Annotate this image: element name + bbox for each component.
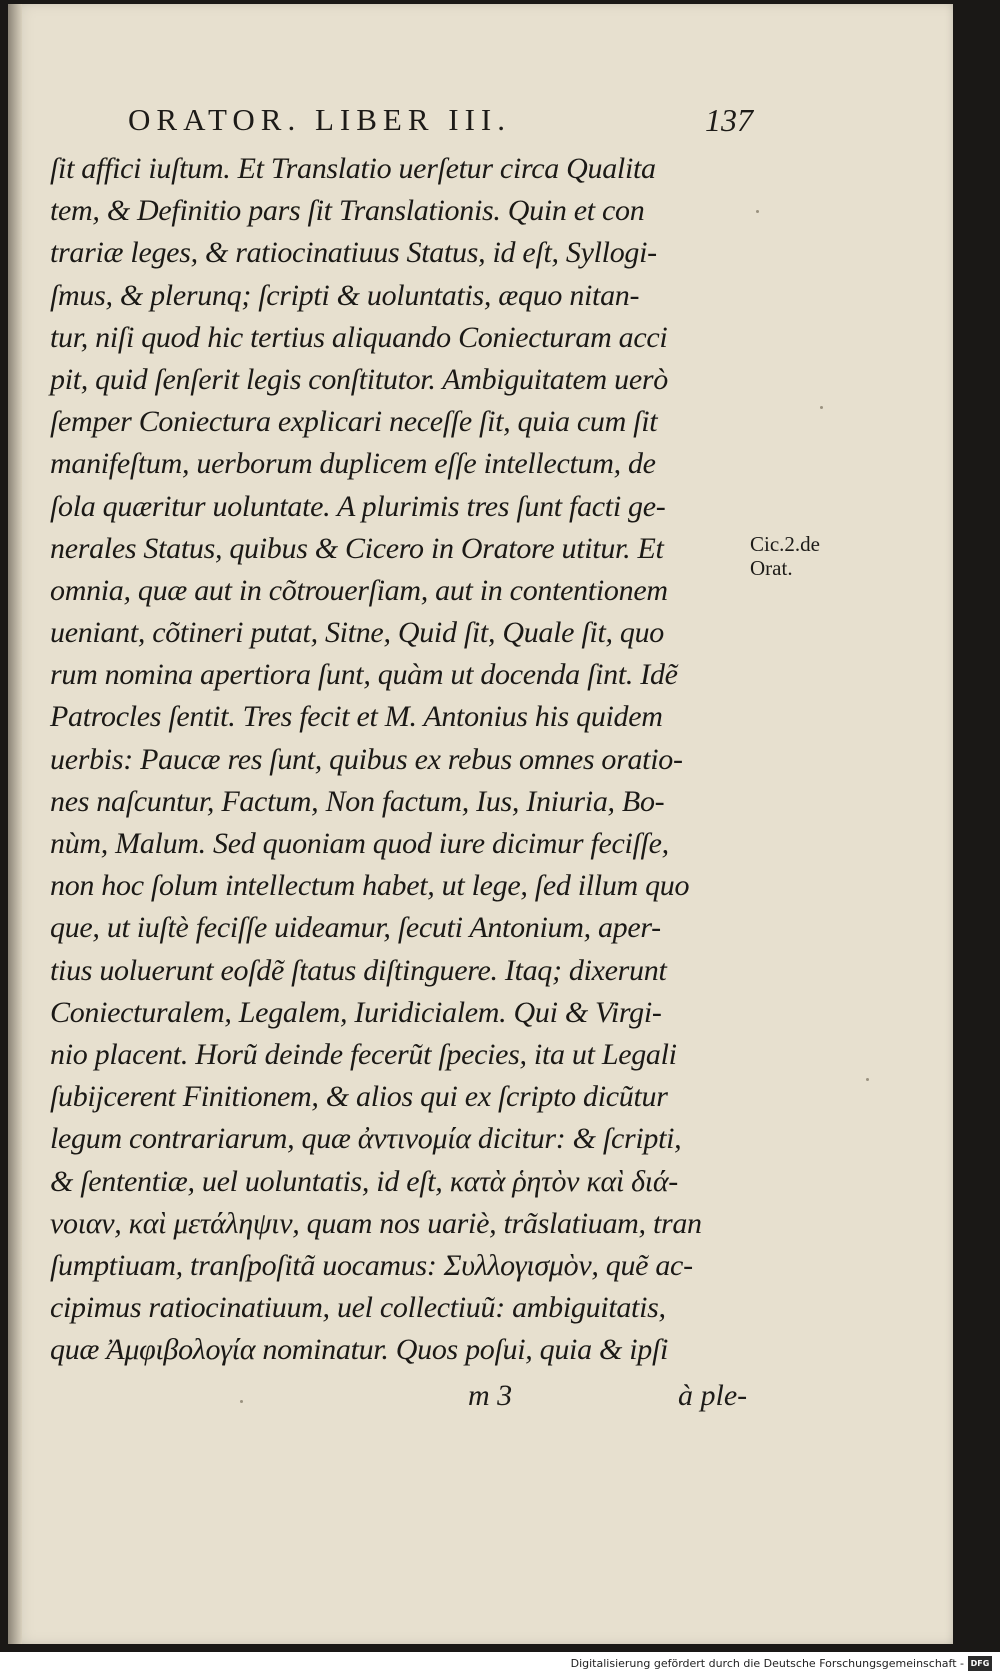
text-line: que, ut iuſtè feciſſe uideamur, ſecuti Antonium, aper- <box>50 911 661 945</box>
text-line: ſola quæritur uoluntate. A plurimis tres ſunt facti ge- <box>50 489 666 523</box>
text-line: legum contrariarum, quæ ἀντινομία dicitur: & ſcripti, <box>50 1122 682 1156</box>
paper-speck <box>866 1078 869 1081</box>
text-line: nùm, Malum. Sed quoniam quod iure dicimur feciſſe, <box>50 827 669 860</box>
running-title: ORATOR. LIBER III. <box>128 102 511 137</box>
text-line: nerales Status, quibus & Cicero in Oratore utitur. Et <box>50 531 664 565</box>
paper-speck <box>820 406 823 409</box>
text-line: tur, niſi quod hic tertius aliquando Coniecturam acci <box>50 320 668 354</box>
text-line: nes naſcuntur, Factum, Non factum, Ius, Iniuria, Bo- <box>50 784 665 818</box>
margin-note-line: Cic.2.de <box>750 532 820 556</box>
text-line: quæ Ἀμφιβολογία nominatur. Quos poſui, quia & ipſi <box>50 1333 669 1367</box>
footer-bar <box>0 1652 1000 1679</box>
book-page <box>8 4 953 1644</box>
paper-speck <box>756 210 759 213</box>
text-line: cipimus ratiocinatiuum, uel collectiuũ: ambiguitatis, <box>50 1291 666 1325</box>
text-line: trariæ leges, & ratiocinatiuus Status, id eſt, Syllogi- <box>50 236 657 270</box>
text-line: ſit affici iuſtum. Et Translatio uerſetur circa Qualita <box>50 152 656 185</box>
text-line: nio placent. Horũ deinde fecerũt ſpecies, ita ut Legali <box>50 1037 677 1071</box>
body-text <box>50 148 750 1371</box>
text-line: ſumptiuam, tranſpoſitã uocamus: Συλλογισμὸν, quẽ ac- <box>50 1248 693 1282</box>
text-line: Coniecturalem, Legalem, Iuridicialem. Qui & Virgi- <box>50 995 662 1029</box>
margin-note-line: Orat. <box>750 556 793 580</box>
text-line: rum nomina apertiora ſunt, quàm ut docenda ſint. Idẽ <box>50 658 678 692</box>
text-line: tem, & Definitio pars ſit Translationis. Quin et con <box>50 194 645 228</box>
text-line: tius uoluerunt eoſdẽ ſtatus diſtinguere. Itaq; dixerunt <box>50 953 667 987</box>
text-line: non hoc ſolum intellectum habet, ut lege, ſed illum quo <box>50 869 690 903</box>
text-line: ueniant, cõtineri putat, Sitne, Quid ſit, Quale ſit, quo <box>50 616 664 650</box>
text-line: ſmus, & plerunq; ſcripti & uoluntatis, æquo nitan- <box>50 278 640 312</box>
paper-speck <box>240 1400 243 1403</box>
text-line: manifeſtum, uerborum duplicem eſſe intellectum, de <box>50 447 656 481</box>
text-line: omnia, quæ aut in cõtrouerſiam, aut in contentionem <box>50 573 668 607</box>
text-line: Patrocles ſentit. Tres fecit et M. Antonius his quidem <box>50 700 663 734</box>
catchword: à ple- <box>678 1379 748 1412</box>
funding-credit: Digitalisierung gefördert durch die Deutsche Forschungsgemeinschaft - <box>570 1657 964 1670</box>
text-line: νοιαν, καὶ μετάληψιν, quam nos uariè, trãslatiuam, tran <box>50 1206 702 1240</box>
margin-note <box>750 532 820 580</box>
signature-mark: m 3 <box>468 1379 513 1412</box>
text-line: uerbis: Paucæ res ſunt, quibus ex rebus omnes oratio- <box>50 742 683 776</box>
page-gutter-shadow <box>8 4 22 1644</box>
text-line: & ſententiæ, uel uoluntatis, id eſt, κατὰ ῥητὸν καὶ διά- <box>50 1164 678 1198</box>
text-line: ſemper Coniectura explicari neceſſe ſit, quia cum ſit <box>50 405 658 439</box>
running-head <box>123 102 753 146</box>
text-line: ſubijcerent Finitionem, & alios qui ex ſcripto dicũtur <box>50 1080 668 1114</box>
page-number: 137 <box>705 102 753 138</box>
text-line: pit, quid ſenſerit legis conſtitutor. Ambiguitatem uerò <box>50 362 668 396</box>
dfg-logo-icon: DFG <box>968 1656 992 1671</box>
